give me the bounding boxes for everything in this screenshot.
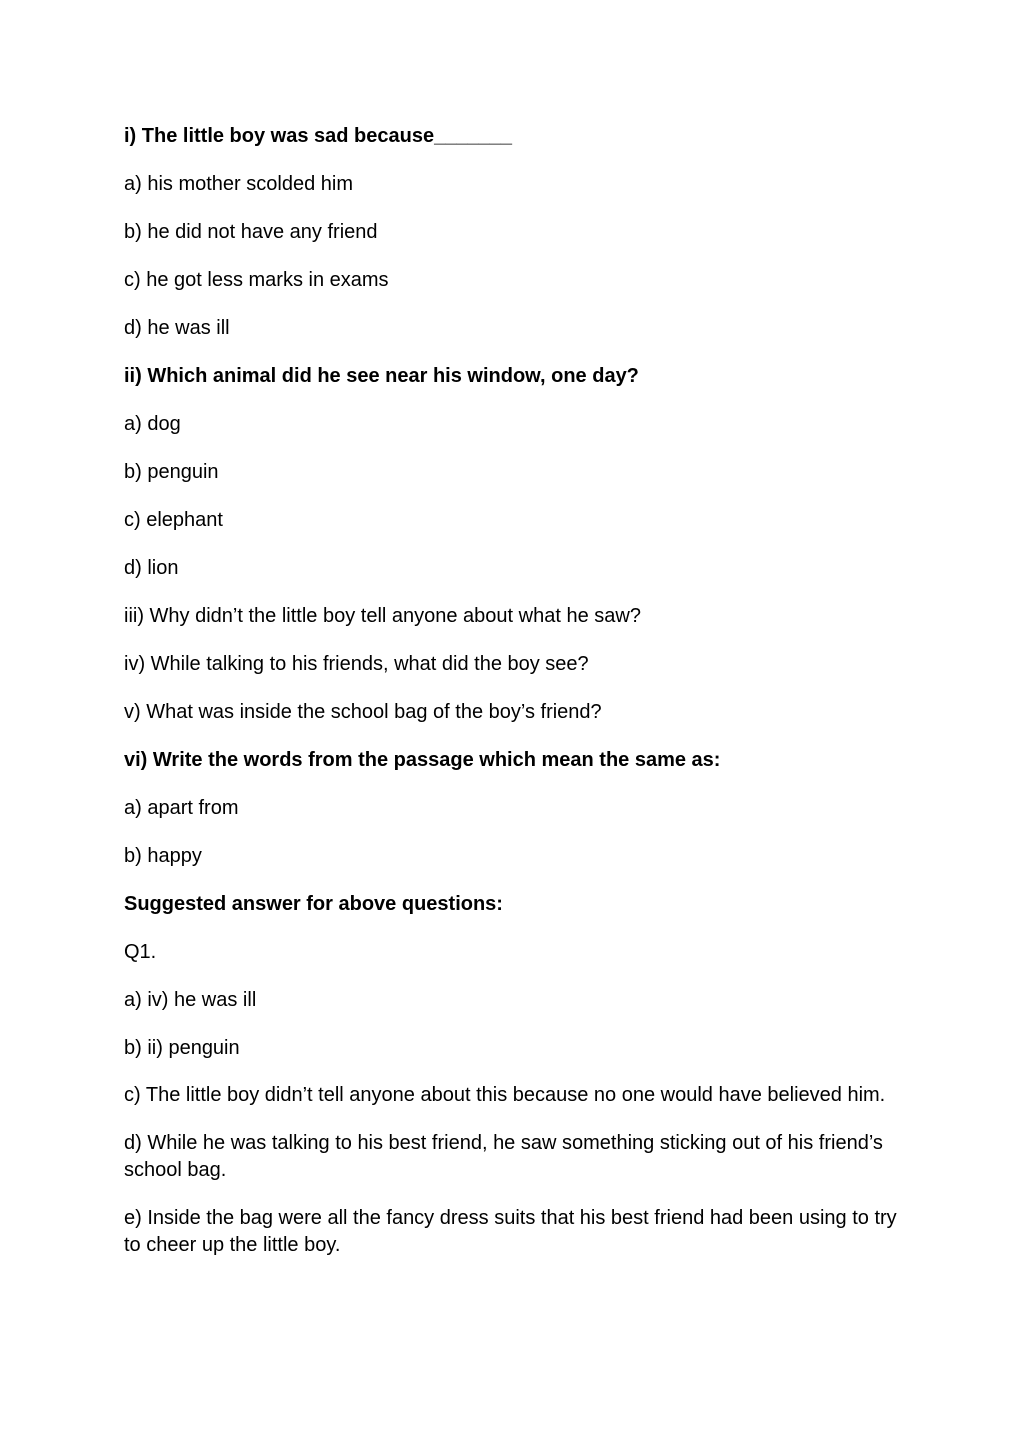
question-1-option-a: a) his mother scolded him bbox=[124, 173, 353, 195]
answer-e: e) Inside the bag were all the fancy dress suits that his best friend had been using to try to cheer up the little boy. bbox=[124, 1207, 897, 1256]
question-2-option-d: d) lion bbox=[124, 557, 179, 579]
answer-b: b) ii) penguin bbox=[124, 1037, 240, 1059]
answer-d: d) While he was talking to his best friend, he saw something sticking out of his friend’s school bag. bbox=[124, 1132, 883, 1181]
question-1-option-b: b) he did not have any friend bbox=[124, 221, 378, 243]
question-2-option-a: a) dog bbox=[124, 413, 181, 435]
answer-a: a) iv) he was ill bbox=[124, 989, 257, 1011]
question-5-prompt: v) What was inside the school bag of the boy’s friend? bbox=[124, 701, 602, 723]
question-2-option-c: c) elephant bbox=[124, 509, 223, 531]
answers-heading: Suggested answer for above questions: bbox=[124, 893, 503, 915]
answer-c: c) The little boy didn’t tell anyone about this because no one would have believed him. bbox=[124, 1084, 886, 1106]
question-1-prompt: i) The little boy was sad because_______ bbox=[124, 125, 512, 147]
question-3-prompt: iii) Why didn’t the little boy tell anyone about what he saw? bbox=[124, 605, 641, 627]
document-page bbox=[124, 122, 904, 1280]
question-2-option-b: b) penguin bbox=[124, 461, 219, 483]
question-6-option-a: a) apart from bbox=[124, 797, 239, 819]
answers-label: Q1. bbox=[124, 941, 157, 963]
question-1-option-d: d) he was ill bbox=[124, 317, 230, 339]
question-2-prompt: ii) Which animal did he see near his window, one day? bbox=[124, 365, 639, 387]
question-6-prompt: vi) Write the words from the passage which mean the same as: bbox=[124, 749, 721, 771]
question-6-option-b: b) happy bbox=[124, 845, 202, 867]
question-4-prompt: iv) While talking to his friends, what did the boy see? bbox=[124, 653, 589, 675]
question-1-option-c: c) he got less marks in exams bbox=[124, 269, 389, 291]
